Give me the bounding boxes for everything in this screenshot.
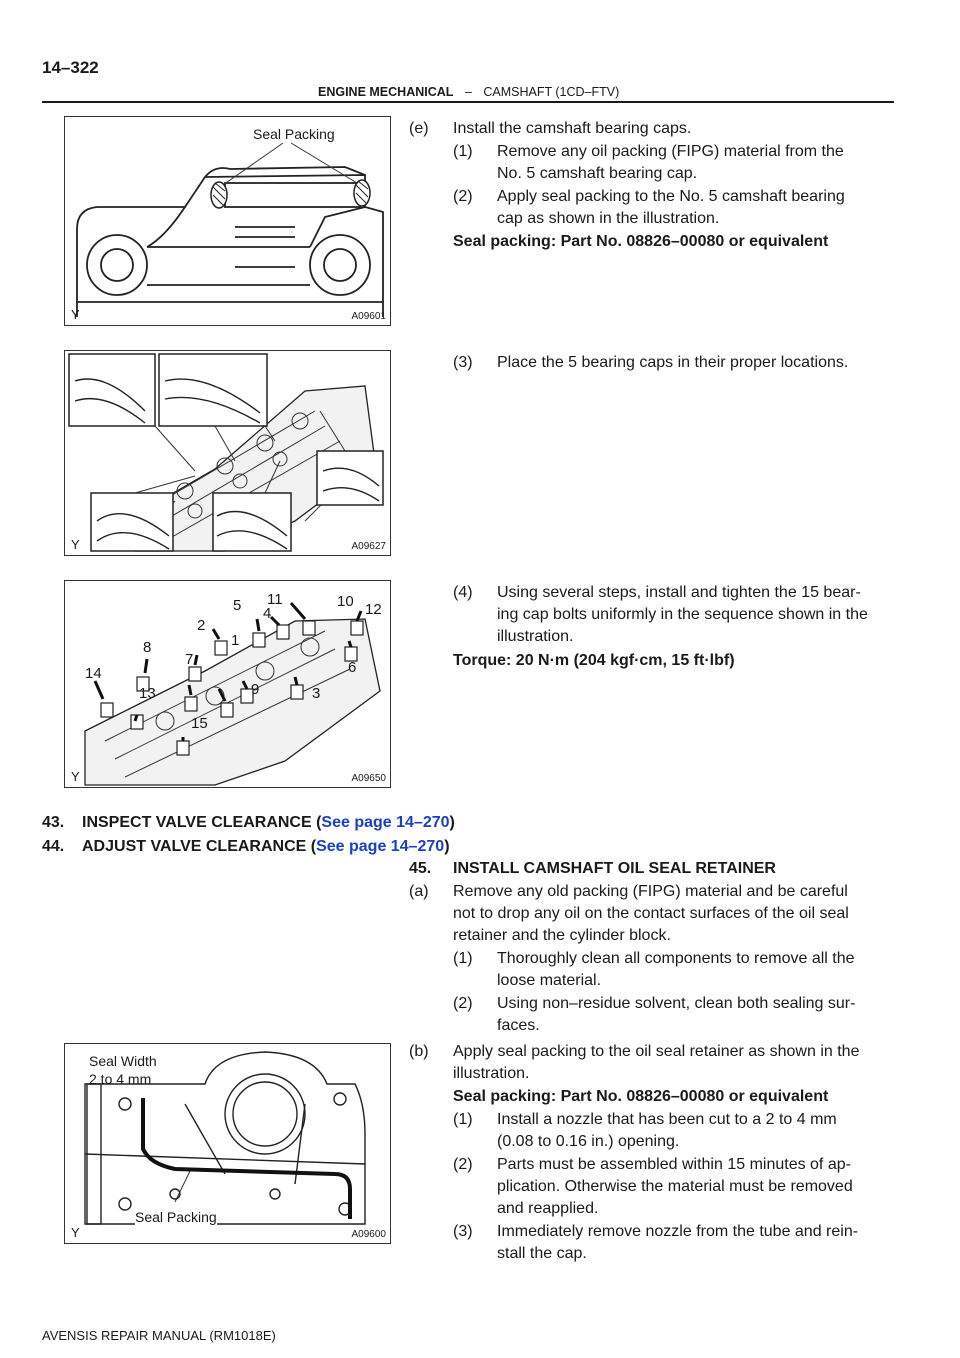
bearing-caps-placement-drawing [65,351,390,555]
bolt-sequence-drawing [65,581,390,787]
figure-a09627 [64,350,391,556]
step-43-number: 43. [42,814,65,831]
step-e4-line-1: Using several steps, install and tighten the 15 bear- [497,584,861,601]
bolt-number-6: 6 [348,659,357,676]
bolt-number-13: 13 [139,685,156,702]
step-a2-line-1: Using non–residue solvent, clean both sealing sur- [497,995,856,1012]
bolt-number-14: 14 [85,665,102,682]
step-e-text: Install the camshaft bearing caps. [453,120,692,137]
header-section: ENGINE MECHANICAL [318,85,454,99]
figure-a09600 [64,1043,391,1244]
bolt-number-3: 3 [312,685,321,702]
step-b3-line-1: Immediately remove nozzle from the tube and rein- [497,1223,859,1240]
figure-y-mark: Y [71,769,80,784]
step-43-close: ) [449,814,455,831]
step-a1-marker: (1) [453,950,473,967]
step-a-marker: (a) [409,883,429,900]
step-e4-line-2: ing cap bolts uniformly in the sequence shown in the [497,606,868,623]
step-b-marker: (b) [409,1043,429,1060]
seal-packing-label: Seal Packing [135,1209,217,1225]
step-a-line-1: Remove any old packing (FIPG) material and be careful [453,883,848,900]
torque-spec: Torque: 20 N·m (204 kgf·cm, 15 ft·lbf) [453,652,735,669]
step-a-line-3: retainer and the cylinder block. [453,927,671,944]
step-45-title: INSTALL CAMSHAFT OIL SEAL RETAINER [453,860,776,877]
step-e3-marker: (3) [453,354,473,371]
figure-id: A09650 [351,773,386,784]
bolt-number-11: 11 [267,591,283,608]
step-e4-line-3: illustration. [497,628,574,645]
step-44-number: 44. [42,838,65,855]
header-rule [42,101,894,103]
page-number: 14–322 [42,58,99,77]
step-e2-line-2: cap as shown in the illustration. [497,210,720,227]
bolt-number-2: 2 [197,617,206,634]
running-header [318,85,619,99]
seal-packing-spec-1: Seal packing: Part No. 08826–00080 or equivalent [453,233,829,250]
step-a1-line-1: Thoroughly clean all components to remove all the [497,950,855,967]
step-44-text: ADJUST VALVE CLEARANCE ( [82,838,317,855]
step-44-close: ) [444,838,450,855]
bolt-number-15: 15 [191,715,208,732]
figure-a09650 [64,580,391,788]
figure-id: A09601 [351,311,386,322]
bolt-number-9: 9 [251,681,260,698]
bolt-number-7: 7 [185,651,194,668]
seal-width-line-1: Seal Width [89,1053,157,1069]
seal-width-line-2: 2 to 4 mm [89,1070,152,1087]
step-b1-line-1: Install a nozzle that has been cut to a 2 to 4 mm [497,1111,837,1128]
step-e3-text: Place the 5 bearing caps in their proper locations. [497,354,849,371]
step-e1-marker: (1) [453,143,473,160]
step-b1-marker: (1) [453,1111,473,1128]
step-b3-line-2: stall the cap. [497,1245,587,1262]
step-e1-line-1: Remove any oil packing (FIPG) material from the [497,143,844,160]
figure-id: A09600 [351,1229,386,1240]
step-e1-line-2: No. 5 camshaft bearing cap. [497,165,698,182]
figure-id: A09627 [351,541,386,552]
bolt-number-8: 8 [143,639,152,656]
step-e-marker: (e) [409,120,429,137]
step-45-number: 45. [409,860,432,877]
step-44-title [82,836,450,858]
seal-width-label [89,1054,157,1086]
bolt-number-1: 1 [231,632,240,649]
step-b3-marker: (3) [453,1223,473,1240]
step-b2-marker: (2) [453,1156,473,1173]
step-e4-marker: (4) [453,584,473,601]
footer-manual: AVENSIS REPAIR MANUAL (RM1018E) [42,1328,276,1343]
bolt-number-5: 5 [233,597,242,614]
step-a-line-2: not to drop any oil on the contact surfaces of the oil seal [453,905,849,922]
step-b2-line-1: Parts must be assembled within 15 minutes of ap- [497,1156,851,1173]
step-b-line-2: illustration. [453,1065,530,1082]
bolt-number-10: 10 [337,593,354,610]
step-43-link[interactable]: See page 14–270 [321,814,450,831]
header-separator: – [464,85,472,99]
step-b2-line-3: and reapplied. [497,1200,599,1217]
figure-y-mark: Y [71,307,80,322]
figure-y-mark: Y [71,1225,80,1240]
seal-packing-label: Seal Packing [253,126,335,142]
bearing-cap-drawing [65,117,390,325]
bolt-number-4: 4 [263,605,272,622]
step-b1-line-2: (0.08 to 0.16 in.) opening. [497,1133,680,1150]
step-43-text: INSPECT VALVE CLEARANCE ( [82,814,322,831]
step-a2-line-2: faces. [497,1017,540,1034]
bolt-number-12: 12 [365,601,382,618]
header-subsection: CAMSHAFT (1CD–FTV) [483,85,620,99]
figure-y-mark: Y [71,537,80,552]
seal-packing-spec-2: Seal packing: Part No. 08826–00080 or equivalent [453,1088,829,1105]
step-b2-line-2: plication. Otherwise the material must be removed [497,1178,853,1195]
step-44-link[interactable]: See page 14–270 [316,838,445,855]
step-a1-line-2: loose material. [497,972,602,989]
step-a2-marker: (2) [453,995,473,1012]
step-e2-line-1: Apply seal packing to the No. 5 camshaft bearing [497,188,845,205]
step-e2-marker: (2) [453,188,473,205]
step-b-line-1: Apply seal packing to the oil seal retainer as shown in the [453,1043,860,1060]
figure-a09601 [64,116,391,326]
step-43-title [82,812,455,834]
